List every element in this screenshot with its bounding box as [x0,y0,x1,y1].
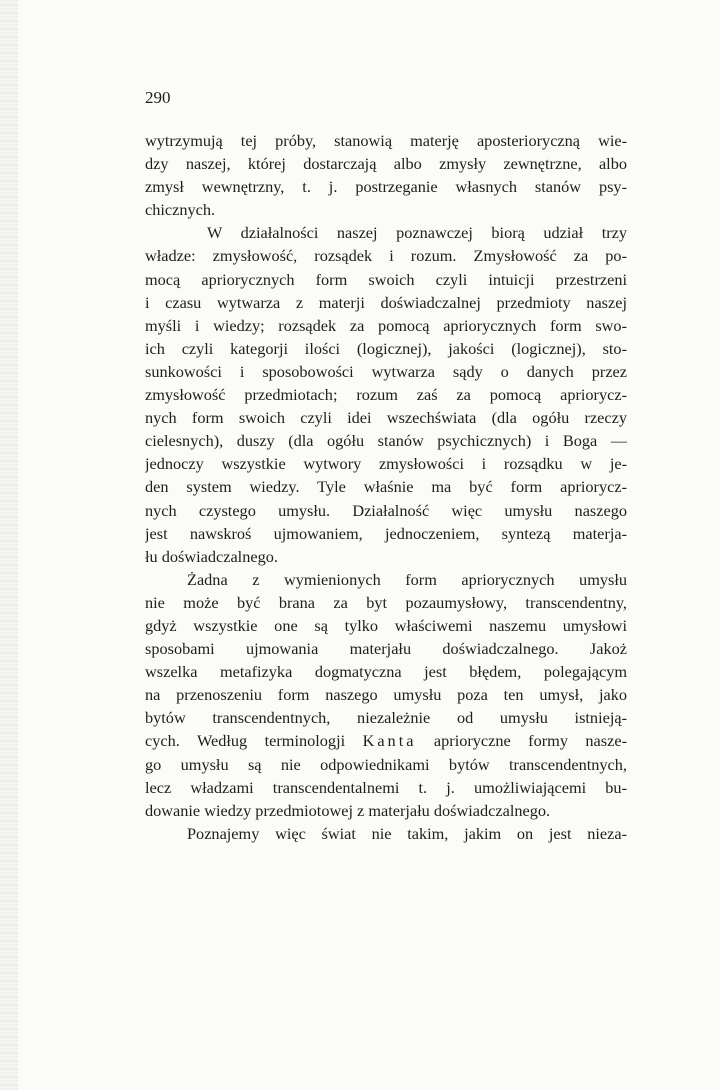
emphasized-name: Kanta [362,731,417,751]
text-line: ich czyli kategorji ilości (logicznej), jakości (logicznej), sto- [145,338,627,358]
text-segment: aprioryczne formy nasze- [433,731,627,751]
paragraph-start-line: Poznajemy więc świat nie takim, jakim on jest nieza- [187,823,627,843]
text-line: sunkowości i sposobowości wytwarza sądy o danych przez [145,361,627,381]
text-line: den system wiedzy. Tyle właśnie ma być form apriorycz- [145,477,627,497]
text-line: zmysłowość przedmiotach; rozum zaś za pomocą apriorycz- [145,385,627,405]
text-line: nych czystego umysłu. Działalność więc umysłu naszego [145,500,627,520]
text-line: i czasu wytwarza z materji doświadczalnej przedmioty naszej [145,292,627,312]
text-line: bytów transcendentnych, niezależnie od umysłu istnieją- [145,708,627,728]
text-line: go umysłu są nie odpowiednikami bytów transcendentnych, [145,754,627,774]
text-line: cielesnych), duszy (dla ogółu stanów psychicznych) i Boga — [145,431,627,451]
text-line: gdyż wszystkie one są tylko właściwemi naszemu umysłowi [145,615,627,635]
text-line: wytrzymują tej próby, stanowią materję aposterioryczną wie- [145,131,627,150]
paragraph-start-line: Żadna z wymienionych form apriorycznych umysłu [187,569,627,589]
text-segment: cych. Według terminologji [145,731,346,751]
text-line: jednoczy wszystkie wytwory zmysłowości i rozsądku w je- [145,454,627,474]
text-line: władze: zmysłowość, rozsądek i rozum. Zmysłowość za po- [145,246,627,266]
page-number: 290 [145,88,171,107]
scan-edge-artifact [0,0,18,1090]
text-line: łu doświadczalnego. [145,546,278,566]
paragraph-start-line: W działalności naszej poznawczej biorą udział trzy [207,223,627,243]
text-line: zmysł wewnętrzny, t. j. postrzeganie własnych stanów psy- [145,177,627,197]
text-line: wszelka metafizyka dogmatyczna jest błędem, polegającym [145,662,627,682]
body-text [145,129,627,845]
text-line-with-emphasis [145,729,627,752]
text-line: dzy naszej, której dostarczają albo zmysły zewnętrzne, albo [145,154,627,174]
text-line: lecz władzami transcendentalnemi t. j. umożliwiającemi bu- [145,777,627,797]
text-line: jest nawskroś ujmowaniem, jednoczeniem, syntezą materja- [145,523,627,543]
text-line: chicznych. [145,200,216,220]
text-line: myśli i wiedzy; rozsądek za pomocą apriorycznych form swo- [145,315,627,335]
text-line: dowanie wiedzy przedmiotowej z materjału doświadczalnego. [145,800,551,820]
text-line: mocą apriorycznych form swoich czyli intuicji przestrzeni [145,269,627,289]
text-line: nych form swoich czyli idei wszechświata (dla ogółu rzeczy [145,408,627,428]
text-line: na przenoszeniu form naszego umysłu poza ten umysł, jako [145,685,627,705]
text-line: nie może być brana za byt pozaumysłowy, transcendentny, [145,592,627,612]
text-line: sposobami ujmowania materjału doświadczalnego. Jakoż [145,639,627,659]
